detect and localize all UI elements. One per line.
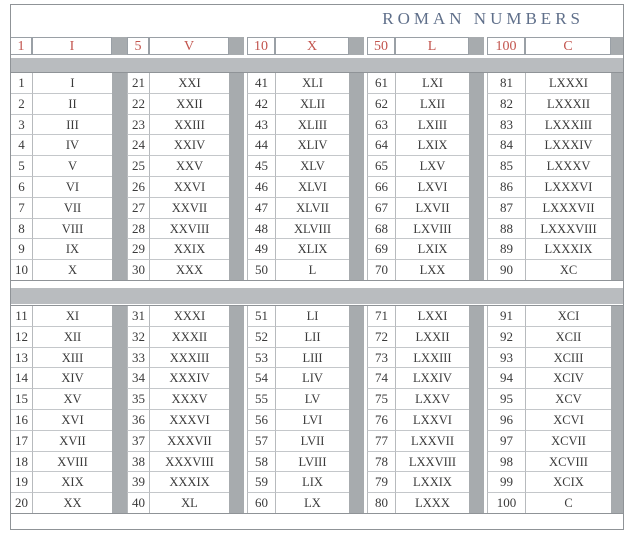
roman-cell: L bbox=[275, 259, 349, 280]
roman-cell: XXIV bbox=[149, 134, 229, 155]
roman-cell: XLII bbox=[275, 93, 349, 114]
roman-cell: XXXVI bbox=[149, 409, 229, 430]
roman-cell: LXVIII bbox=[395, 218, 469, 239]
number-cell: 36 bbox=[127, 409, 149, 430]
roman-cell: II bbox=[32, 93, 112, 114]
number-cell: 52 bbox=[247, 326, 275, 347]
number-cell: 74 bbox=[367, 367, 395, 388]
roman-cell: XXV bbox=[149, 155, 229, 176]
roman-cell: LVIII bbox=[275, 451, 349, 472]
number-cell: 40 bbox=[127, 492, 149, 513]
roman-cell: XX bbox=[32, 492, 112, 513]
number-cell: 15 bbox=[10, 388, 32, 409]
roman-cell: LXXI bbox=[395, 305, 469, 326]
roman-cell: XIII bbox=[32, 347, 112, 368]
number-cell: 84 bbox=[487, 134, 525, 155]
roman-cell: XI bbox=[32, 305, 112, 326]
roman-cell: LXXXII bbox=[525, 93, 611, 114]
number-cell: 44 bbox=[247, 134, 275, 155]
number-cell: 2 bbox=[10, 93, 32, 114]
roman-cell: LIII bbox=[275, 347, 349, 368]
number-cell: 64 bbox=[367, 134, 395, 155]
number-cell: 9 bbox=[10, 238, 32, 259]
roman-cell: XLI bbox=[275, 72, 349, 93]
number-cell: 90 bbox=[487, 259, 525, 280]
header-roman-V: V bbox=[149, 37, 229, 55]
number-cell: 43 bbox=[247, 114, 275, 135]
number-cell: 23 bbox=[127, 114, 149, 135]
roman-cell: VII bbox=[32, 197, 112, 218]
number-cell: 26 bbox=[127, 176, 149, 197]
number-cell: 12 bbox=[10, 326, 32, 347]
number-cell: 32 bbox=[127, 326, 149, 347]
roman-cell: V bbox=[32, 155, 112, 176]
number-cell: 6 bbox=[10, 176, 32, 197]
number-cell: 94 bbox=[487, 367, 525, 388]
number-cell: 59 bbox=[247, 471, 275, 492]
number-cell: 31 bbox=[127, 305, 149, 326]
roman-cell: XXXVIII bbox=[149, 451, 229, 472]
roman-cell: LXXVII bbox=[395, 430, 469, 451]
roman-cell: XIX bbox=[32, 471, 112, 492]
roman-cell: LXXX bbox=[395, 492, 469, 513]
roman-cell: VI bbox=[32, 176, 112, 197]
number-cell: 37 bbox=[127, 430, 149, 451]
roman-cell: XXX bbox=[149, 259, 229, 280]
number-cell: 13 bbox=[10, 347, 32, 368]
number-cell: 18 bbox=[10, 451, 32, 472]
number-cell: 38 bbox=[127, 451, 149, 472]
roman-cell: LII bbox=[275, 326, 349, 347]
roman-cell: LXXXI bbox=[525, 72, 611, 93]
roman-cell: XLVII bbox=[275, 197, 349, 218]
number-cell: 95 bbox=[487, 388, 525, 409]
roman-cell: LXXVI bbox=[395, 409, 469, 430]
roman-cell: XCIX bbox=[525, 471, 611, 492]
number-cell: 34 bbox=[127, 367, 149, 388]
number-cell: 22 bbox=[127, 93, 149, 114]
roman-cell: XCVII bbox=[525, 430, 611, 451]
number-cell: 27 bbox=[127, 197, 149, 218]
number-cell: 51 bbox=[247, 305, 275, 326]
number-cell: 1 bbox=[10, 72, 32, 93]
number-cell: 87 bbox=[487, 197, 525, 218]
number-cell: 73 bbox=[367, 347, 395, 368]
roman-cell: IV bbox=[32, 134, 112, 155]
roman-cell: LXIX bbox=[395, 238, 469, 259]
number-cell: 79 bbox=[367, 471, 395, 492]
number-cell: 67 bbox=[367, 197, 395, 218]
roman-cell: LXXII bbox=[395, 326, 469, 347]
roman-cell: LXIX bbox=[395, 134, 469, 155]
number-cell: 14 bbox=[10, 367, 32, 388]
roman-cell: LXXIII bbox=[395, 347, 469, 368]
roman-cell: XXVII bbox=[149, 197, 229, 218]
number-cell: 82 bbox=[487, 93, 525, 114]
roman-cell: LXII bbox=[395, 93, 469, 114]
roman-cell: LIX bbox=[275, 471, 349, 492]
number-cell: 75 bbox=[367, 388, 395, 409]
roman-cell: XXXV bbox=[149, 388, 229, 409]
roman-cell: XCVI bbox=[525, 409, 611, 430]
number-cell: 88 bbox=[487, 218, 525, 239]
number-cell: 60 bbox=[247, 492, 275, 513]
number-cell: 42 bbox=[247, 93, 275, 114]
roman-cell: XLVIII bbox=[275, 218, 349, 239]
number-cell: 48 bbox=[247, 218, 275, 239]
roman-cell: LI bbox=[275, 305, 349, 326]
number-cell: 4 bbox=[10, 134, 32, 155]
number-cell: 19 bbox=[10, 471, 32, 492]
number-cell: 86 bbox=[487, 176, 525, 197]
number-cell: 33 bbox=[127, 347, 149, 368]
header-number-5: 5 bbox=[127, 37, 149, 55]
roman-cell: XVI bbox=[32, 409, 112, 430]
number-cell: 50 bbox=[247, 259, 275, 280]
number-cell: 58 bbox=[247, 451, 275, 472]
roman-cell: LXXXIX bbox=[525, 238, 611, 259]
roman-cell: XXVIII bbox=[149, 218, 229, 239]
roman-cell: LXXVIII bbox=[395, 451, 469, 472]
number-cell: 3 bbox=[10, 114, 32, 135]
roman-cell: XXXIV bbox=[149, 367, 229, 388]
number-cell: 68 bbox=[367, 218, 395, 239]
number-cell: 55 bbox=[247, 388, 275, 409]
outer-frame bbox=[10, 4, 624, 530]
number-cell: 96 bbox=[487, 409, 525, 430]
roman-cell: LXXIX bbox=[395, 471, 469, 492]
number-cell: 57 bbox=[247, 430, 275, 451]
number-cell: 65 bbox=[367, 155, 395, 176]
roman-cell: XLIX bbox=[275, 238, 349, 259]
header-roman-I: I bbox=[32, 37, 112, 55]
number-cell: 69 bbox=[367, 238, 395, 259]
number-cell: 49 bbox=[247, 238, 275, 259]
roman-cell: LV bbox=[275, 388, 349, 409]
roman-cell: XXIX bbox=[149, 238, 229, 259]
roman-cell: XVIII bbox=[32, 451, 112, 472]
number-cell: 30 bbox=[127, 259, 149, 280]
roman-cell: LXXXVI bbox=[525, 176, 611, 197]
roman-cell: XV bbox=[32, 388, 112, 409]
number-cell: 72 bbox=[367, 326, 395, 347]
roman-cell: XCV bbox=[525, 388, 611, 409]
number-cell: 97 bbox=[487, 430, 525, 451]
roman-cell: LXXIV bbox=[395, 367, 469, 388]
number-cell: 81 bbox=[487, 72, 525, 93]
roman-cell: XXII bbox=[149, 93, 229, 114]
roman-cell: XXIII bbox=[149, 114, 229, 135]
number-cell: 54 bbox=[247, 367, 275, 388]
number-cell: 5 bbox=[10, 155, 32, 176]
header-roman-L: L bbox=[395, 37, 469, 55]
number-cell: 98 bbox=[487, 451, 525, 472]
roman-numbers-chart bbox=[10, 4, 624, 530]
roman-cell: XCVIII bbox=[525, 451, 611, 472]
roman-cell: LXXXV bbox=[525, 155, 611, 176]
number-cell: 47 bbox=[247, 197, 275, 218]
roman-cell: XL bbox=[149, 492, 229, 513]
roman-cell: XCIII bbox=[525, 347, 611, 368]
roman-cell: XLVI bbox=[275, 176, 349, 197]
number-cell: 70 bbox=[367, 259, 395, 280]
number-cell: 24 bbox=[127, 134, 149, 155]
number-cell: 20 bbox=[10, 492, 32, 513]
number-cell: 91 bbox=[487, 305, 525, 326]
roman-cell: XXXII bbox=[149, 326, 229, 347]
roman-cell: XXI bbox=[149, 72, 229, 93]
roman-cell: LXXXIV bbox=[525, 134, 611, 155]
roman-cell: III bbox=[32, 114, 112, 135]
roman-cell: IX bbox=[32, 238, 112, 259]
number-cell: 35 bbox=[127, 388, 149, 409]
roman-cell: XC bbox=[525, 259, 611, 280]
header-number-1: 1 bbox=[10, 37, 32, 55]
roman-cell: XII bbox=[32, 326, 112, 347]
number-cell: 85 bbox=[487, 155, 525, 176]
roman-cell: LX bbox=[275, 492, 349, 513]
number-cell: 28 bbox=[127, 218, 149, 239]
roman-cell: XXVI bbox=[149, 176, 229, 197]
number-cell: 63 bbox=[367, 114, 395, 135]
number-cell: 45 bbox=[247, 155, 275, 176]
number-cell: 11 bbox=[10, 305, 32, 326]
roman-cell: LVI bbox=[275, 409, 349, 430]
number-cell: 89 bbox=[487, 238, 525, 259]
number-cell: 83 bbox=[487, 114, 525, 135]
header-number-50: 50 bbox=[367, 37, 395, 55]
roman-cell: LVII bbox=[275, 430, 349, 451]
header-number-100: 100 bbox=[487, 37, 525, 55]
roman-cell: LXIII bbox=[395, 114, 469, 135]
number-cell: 62 bbox=[367, 93, 395, 114]
number-cell: 99 bbox=[487, 471, 525, 492]
number-cell: 80 bbox=[367, 492, 395, 513]
header-roman-X: X bbox=[275, 37, 349, 55]
roman-cell: LXXXVII bbox=[525, 197, 611, 218]
roman-cell: LXVI bbox=[395, 176, 469, 197]
chart-title: ROMAN NUMBERS bbox=[382, 9, 584, 28]
roman-cell: XCII bbox=[525, 326, 611, 347]
number-cell: 21 bbox=[127, 72, 149, 93]
number-cell: 39 bbox=[127, 471, 149, 492]
number-cell: 66 bbox=[367, 176, 395, 197]
number-cell: 92 bbox=[487, 326, 525, 347]
roman-cell: LXXV bbox=[395, 388, 469, 409]
header-number-10: 10 bbox=[247, 37, 275, 55]
number-cell: 10 bbox=[10, 259, 32, 280]
roman-cell: LIV bbox=[275, 367, 349, 388]
number-cell: 100 bbox=[487, 492, 525, 513]
roman-cell: I bbox=[32, 72, 112, 93]
number-cell: 29 bbox=[127, 238, 149, 259]
number-cell: 93 bbox=[487, 347, 525, 368]
roman-cell: LXXXIII bbox=[525, 114, 611, 135]
roman-cell: XXXIX bbox=[149, 471, 229, 492]
number-cell: 56 bbox=[247, 409, 275, 430]
number-cell: 46 bbox=[247, 176, 275, 197]
roman-cell: LXX bbox=[395, 259, 469, 280]
number-cell: 76 bbox=[367, 409, 395, 430]
number-cell: 53 bbox=[247, 347, 275, 368]
number-cell: 41 bbox=[247, 72, 275, 93]
roman-cell: XXXVII bbox=[149, 430, 229, 451]
roman-cell: LXI bbox=[395, 72, 469, 93]
number-cell: 25 bbox=[127, 155, 149, 176]
roman-cell: LXXXVIII bbox=[525, 218, 611, 239]
roman-cell: C bbox=[525, 492, 611, 513]
roman-cell: XVII bbox=[32, 430, 112, 451]
roman-cell: LXVII bbox=[395, 197, 469, 218]
number-cell: 61 bbox=[367, 72, 395, 93]
number-cell: 17 bbox=[10, 430, 32, 451]
roman-cell: XCIV bbox=[525, 367, 611, 388]
roman-cell: XLV bbox=[275, 155, 349, 176]
roman-cell: XIV bbox=[32, 367, 112, 388]
number-cell: 71 bbox=[367, 305, 395, 326]
roman-cell: XLIV bbox=[275, 134, 349, 155]
number-cell: 77 bbox=[367, 430, 395, 451]
number-cell: 7 bbox=[10, 197, 32, 218]
number-cell: 8 bbox=[10, 218, 32, 239]
number-cell: 16 bbox=[10, 409, 32, 430]
roman-cell: XLIII bbox=[275, 114, 349, 135]
roman-cell: XXXIII bbox=[149, 347, 229, 368]
roman-cell: XXXI bbox=[149, 305, 229, 326]
roman-cell: XCI bbox=[525, 305, 611, 326]
number-cell: 78 bbox=[367, 451, 395, 472]
roman-cell: LXV bbox=[395, 155, 469, 176]
header-roman-C: C bbox=[525, 37, 611, 55]
roman-cell: X bbox=[32, 259, 112, 280]
roman-cell: VIII bbox=[32, 218, 112, 239]
